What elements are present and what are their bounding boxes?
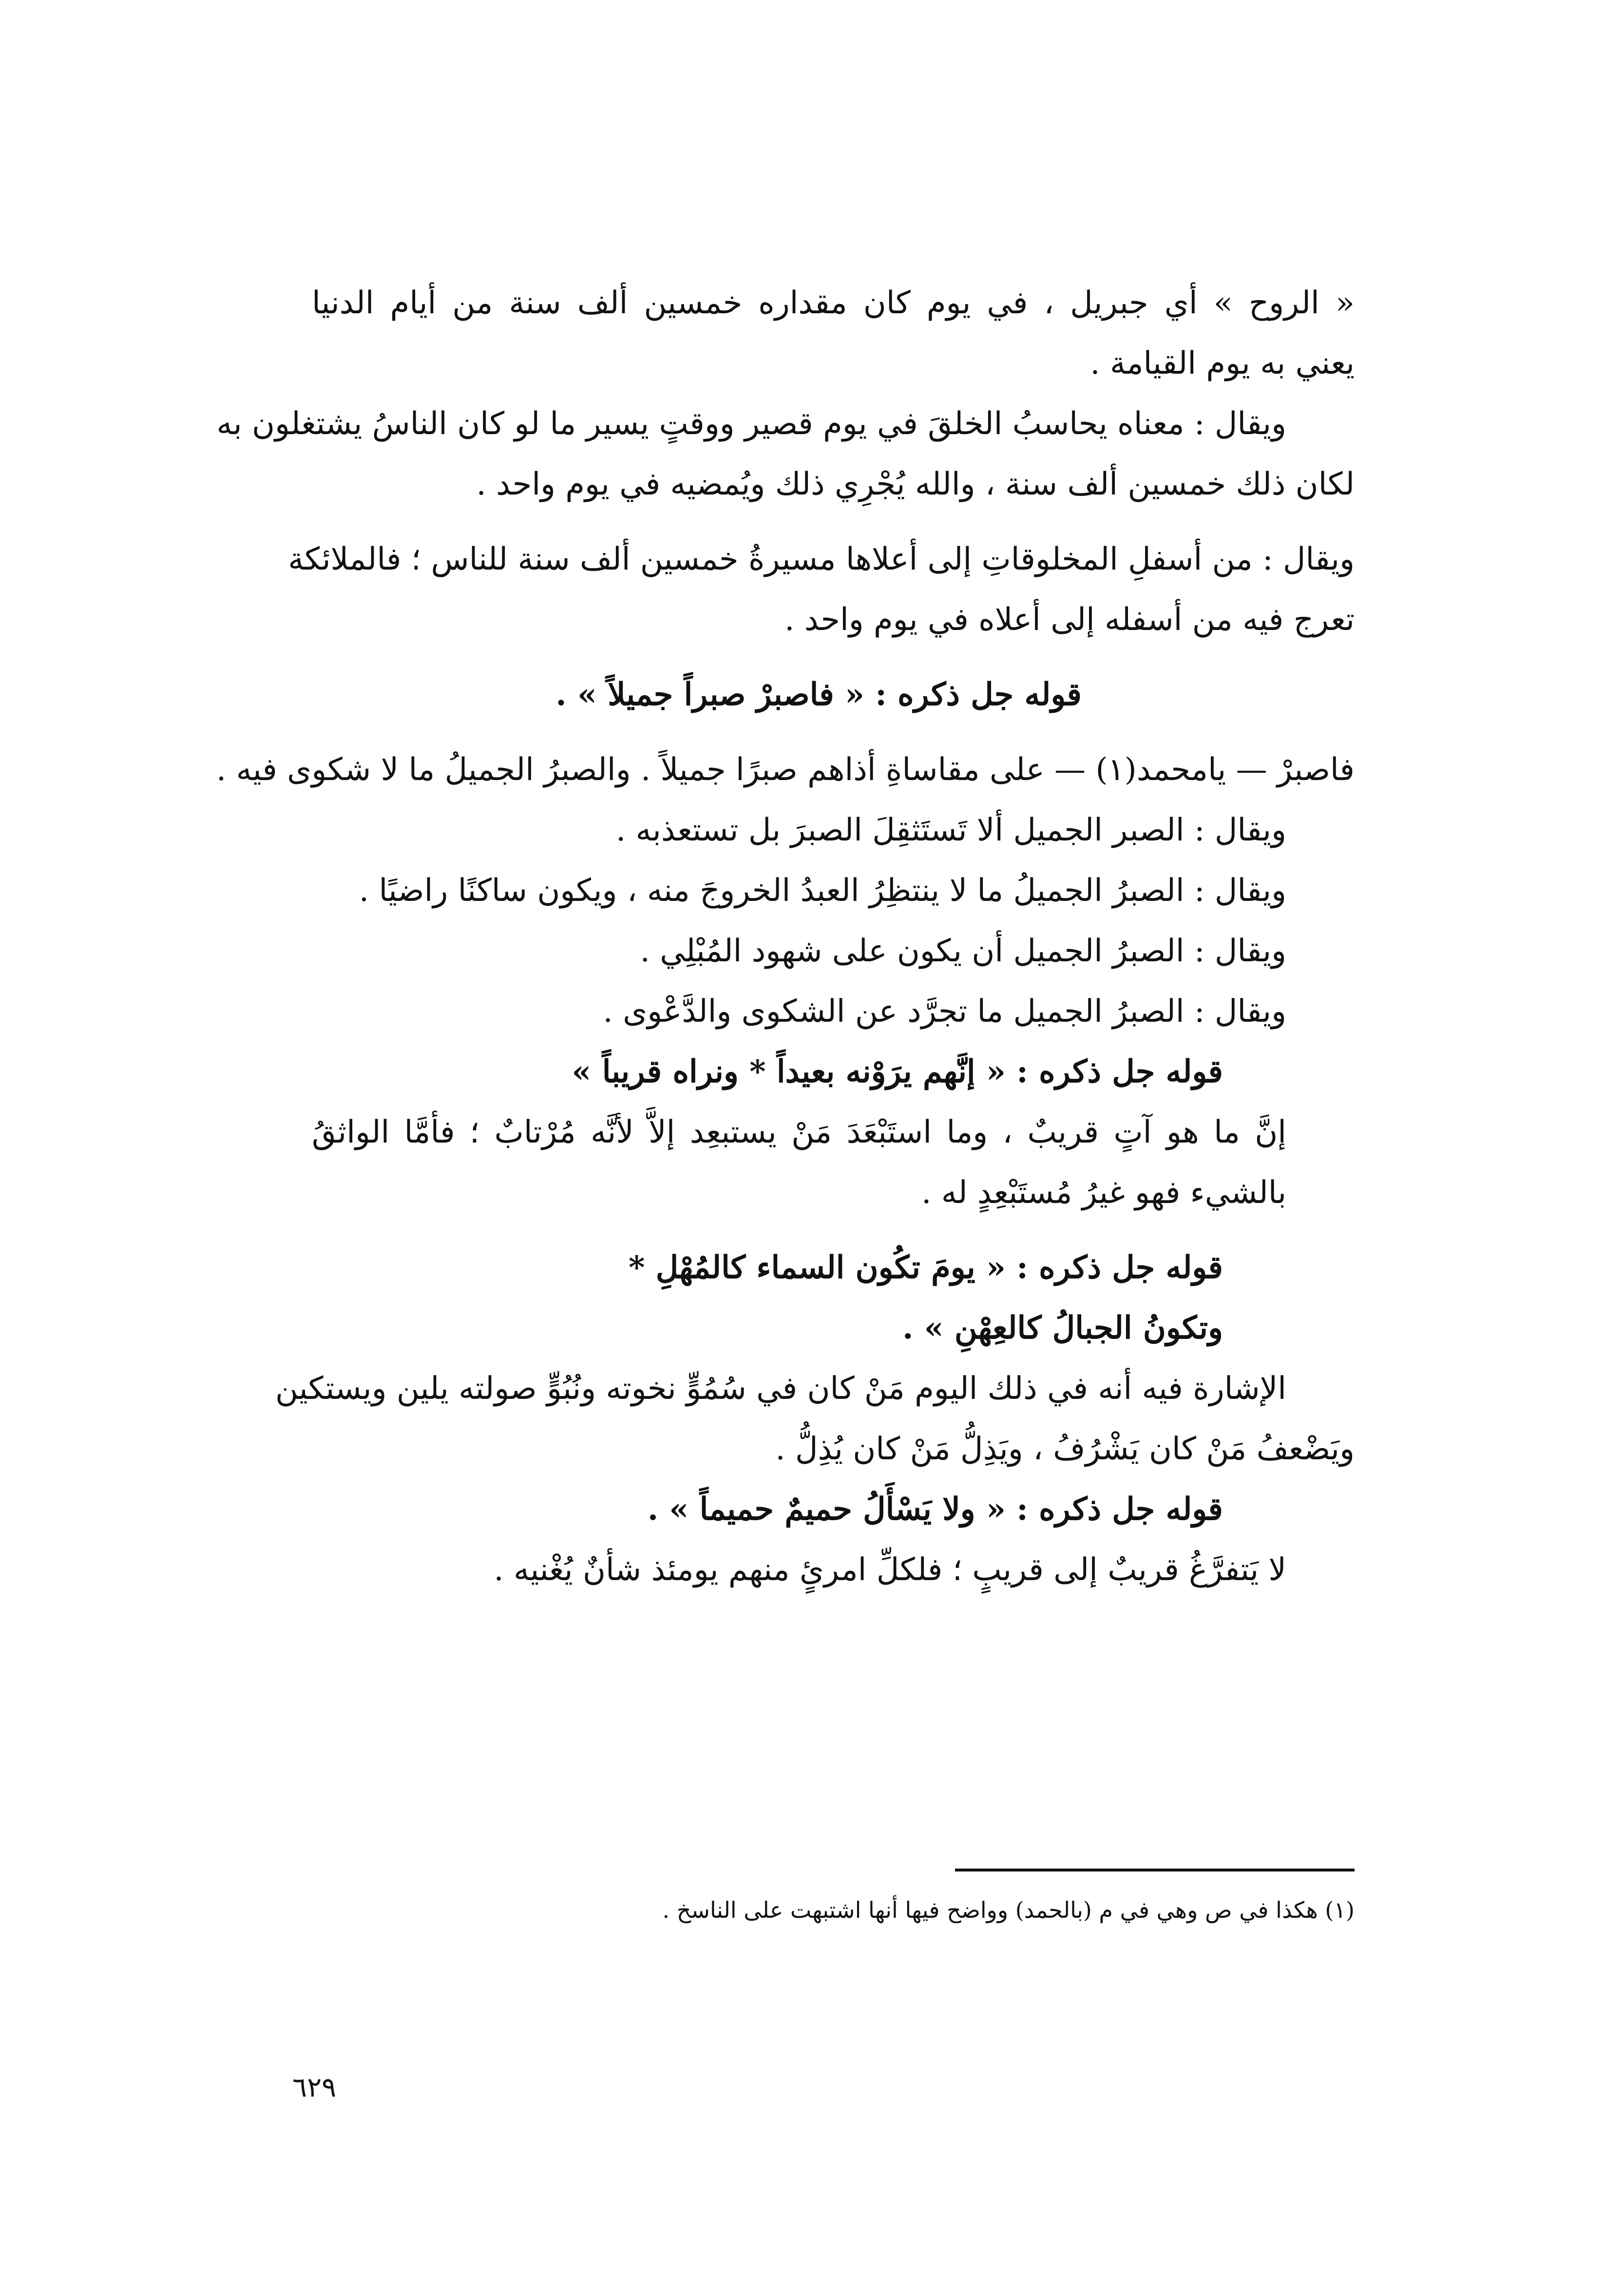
text-line: « الروح » أي جبريل ، في يوم كان مقداره خمسين ألف سنة من أيام الدنيا [312, 285, 1355, 321]
text-line: فاصبرْ — يامحمد(١) — على مقاساةِ أذاهم صبرًا جميلاً . والصبرُ الجميلُ ما لا شكوى فيه . [216, 752, 1355, 788]
text-line: تعرج فيه من أسفله إلى أعلاه في يوم واحد . [784, 602, 1355, 638]
text-line: ويقال : معناه يحاسبُ الخلقَ في يوم قصير ووقتٍ يسير ما لو كان الناسُ يشتغلون به [216, 406, 1286, 442]
verse-heading: قوله جل ذكره : « فاصبرْ صبراً جميلاً » . [555, 676, 1082, 713]
text-line: ويَضْعفُ مَنْ كان يَشْرُفُ ، ويَذِلُّ مَنْ كان يُذِلُّ . [775, 1431, 1355, 1467]
footnote: (١) هكذا في ص وهي في م (بالحمد) وواضح فيها أنها اشتبهت على الناسخ . [662, 1897, 1355, 1923]
text-line: الإشارة فيه أنه في ذلك اليوم مَنْ كان في سُمُوٍّ نخوته ونُبُوٍّ صولته يلين ويستكين [275, 1371, 1286, 1407]
footnote-divider [955, 1869, 1355, 1871]
text-line: يعني به يوم القيامة . [1090, 345, 1355, 382]
main-text-block [216, 273, 1355, 1600]
verse-heading: وتكونُ الجبالُ كالعِهْنِ » . [902, 1310, 1223, 1346]
verse-heading: قوله جل ذكره : « إنَّهم يرَوْنه بعيداً * ونراه قريباً » [572, 1053, 1223, 1090]
verse-heading: قوله جل ذكره : « يومَ تكُون السماء كالمُهْلِ * [628, 1249, 1223, 1286]
text-line: ويقال : الصبرُ الجميل أن يكون على شهود المُبْلِي . [640, 933, 1286, 969]
text-line: ويقال : الصبر الجميل ألا تَستَثقِلَ الصبرَ بل تستعذبه . [615, 812, 1286, 848]
verse-heading: قوله جل ذكره : « ولا يَسْأَلُ حميمٌ حميماً » . [647, 1491, 1223, 1527]
text-line: لا يَتفرَّغُ قريبٌ إلى قريبٍ ؛ فلكلِّ امرئٍ منهم يومئذ شأنٌ يُغْنيه . [494, 1552, 1286, 1588]
text-line: ويقال : الصبرُ الجميلُ ما لا ينتظِرُ العبدُ الخروجَ منه ، ويكون ساكنًا راضيًا . [359, 873, 1286, 909]
text-line: بالشيء فهو غيرُ مُستَبْعِدٍ له . [921, 1175, 1286, 1211]
text-line: إنَّ ما هو آتٍ قريبٌ ، وما استَبْعَدَ مَنْ يستبعِد إلاَّ لأنَّه مُرْتابٌ ؛ فأمَّا الواثقُ [312, 1114, 1287, 1150]
text-line: ويقال : الصبرُ الجميل ما تجرَّد عن الشكوى والدَّعْوى . [603, 993, 1286, 1030]
page-number: ٦٢٩ [292, 2072, 337, 2103]
text-line: ويقال : من أسفلِ المخلوقاتِ إلى أعلاها مسيرةُ خمسين ألف سنة للناس ؛ فالملائكة [288, 541, 1355, 577]
text-line: لكان ذلك خمسين ألف سنة ، والله يُجْرِي ذلك ويُمضيه في يوم واحد . [476, 466, 1355, 502]
